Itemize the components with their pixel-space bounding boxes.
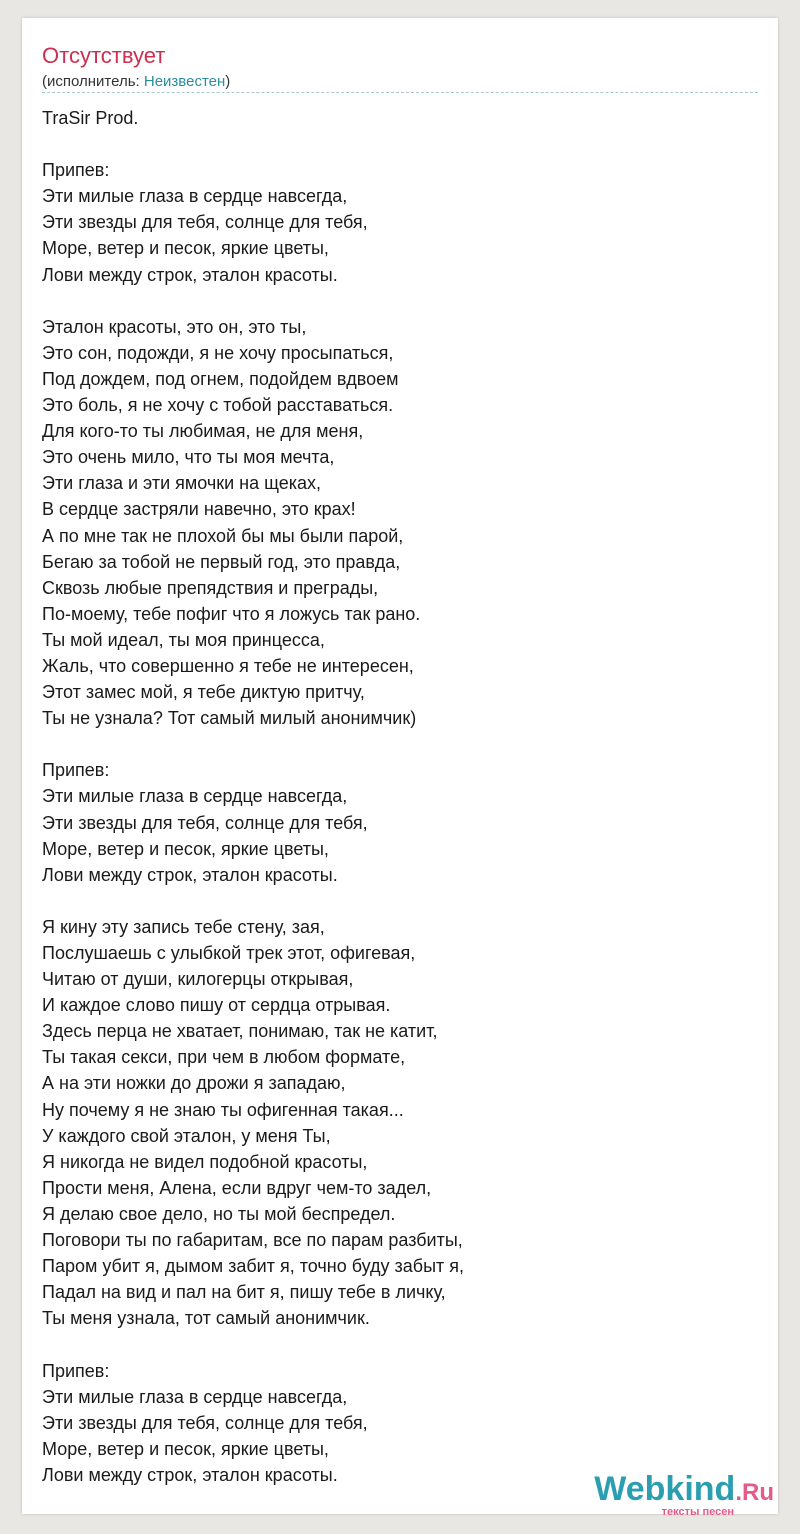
lyric-line: У каждого свой эталон, у меня Ты,: [42, 1125, 331, 1146]
lyric-line: Это боль, я не хочу с тобой расставаться.: [42, 395, 394, 416]
logo-wordmark: [594, 1470, 774, 1509]
lyrics-card: [22, 18, 778, 1518]
logo-tld: .Ru: [735, 1479, 774, 1506]
lyric-line: Лови между строк, эталон красоты.: [42, 1464, 338, 1485]
lyric-line: Припев:: [42, 160, 110, 181]
lyric-line: Ты такая секси, при чем в любом формате,: [42, 1047, 406, 1068]
lyric-line: Эти звезды для тебя, солнце для тебя,: [42, 812, 368, 833]
lyric-line: Лови между строк, эталон красоты.: [42, 264, 338, 285]
site-logo[interactable]: [582, 1466, 782, 1518]
artist-suffix: ): [225, 73, 231, 90]
lyric-line: Ты меня узнала, тот самый анонимчик.: [42, 1308, 370, 1329]
lyric-line: Здесь перца не хватает, понимаю, так не катит,: [42, 1021, 438, 1042]
song-title: Отсутствует: [42, 43, 166, 68]
lyric-line: Я делаю свое дело, но ты мой беспредел.: [42, 1203, 396, 1224]
lyric-line: Я никогда не видел подобной красоты,: [42, 1151, 368, 1172]
logo-name: Webkind: [594, 1470, 736, 1508]
lyric-line: Читаю от души, килогерцы открывая,: [42, 969, 354, 990]
lyric-line: Под дождем, под огнем, подойдем вдвоем: [42, 368, 399, 389]
lyric-line: А по мне так не плохой бы мы были парой,: [42, 525, 404, 546]
lyric-line: Эти милые глаза в сердце навсегда,: [42, 1386, 348, 1407]
lyric-line: Море, ветер и песок, яркие цветы,: [42, 238, 329, 259]
lyric-line: Ты мой идеал, ты моя принцесса,: [42, 629, 325, 650]
lyric-line: Припев:: [42, 760, 110, 781]
lyric-line: А на эти ножки до дрожи я западаю,: [42, 1073, 346, 1094]
lyric-line: По-моему, тебе пофиг что я ложусь так рано.: [42, 603, 421, 624]
lyric-line: В сердце застряли навечно, это крах!: [42, 499, 356, 520]
logo-tagline: тексты песен: [661, 1506, 734, 1518]
lyric-line: Море, ветер и песок, яркие цветы,: [42, 1438, 329, 1459]
lyric-line: Эти звезды для тебя, солнце для тебя,: [42, 212, 368, 233]
lyric-line: Это сон, подожди, я не хочу просыпаться,: [42, 342, 394, 363]
lyric-line: [42, 288, 464, 314]
lyric-line: Эти звезды для тебя, солнце для тебя,: [42, 1412, 368, 1433]
lyric-line: Падал на вид и пал на бит я, пишу тебе в личку,: [42, 1282, 446, 1303]
lyric-line: Это очень мило, что ты моя мечта,: [42, 447, 335, 468]
artist-prefix: (исполнитель:: [42, 73, 144, 90]
lyric-line: Сквозь любые препядствия и преграды,: [42, 577, 379, 598]
lyric-line: Поговори ты по габаритам, все по парам разбиты,: [42, 1230, 463, 1251]
lyric-line: Паром убит я, дымом забит я, точно буду забыт я,: [42, 1256, 465, 1277]
lyric-line: Этот замес мой, я тебе диктую притчу,: [42, 682, 365, 703]
lyric-line: Послушаешь с улыбкой трек этот, офигевая,: [42, 943, 416, 963]
artist-link[interactable]: Неизвестен: [143, 73, 226, 90]
lyric-line: Бегаю за тобой не первый год, это правда,: [42, 551, 401, 572]
lyric-line: [42, 1331, 464, 1357]
lyric-line: [42, 731, 464, 757]
lyric-line: Припев:: [42, 1360, 110, 1381]
lyrics-text: [42, 105, 464, 1488]
lyric-line: Море, ветер и песок, яркие цветы,: [42, 838, 329, 859]
lyric-line: Жаль, что совершенно я тебе не интересен,: [42, 655, 414, 676]
lyric-line: Для кого-то ты любимая, не для меня,: [42, 421, 364, 442]
lyric-line: Прости меня, Алена, если вдруг чем-то задел,: [42, 1177, 432, 1198]
lyric-line: [42, 888, 464, 914]
lyric-line: И каждое слово пишу от сердца отрывая.: [42, 995, 391, 1016]
lyric-line: Эти милые глаза в сердце навсегда,: [42, 786, 348, 807]
lyric-line: Ты не узнала? Тот самый милый анонимчик): [42, 708, 417, 729]
lyric-line: Лови между строк, эталон красоты.: [42, 864, 338, 885]
lyric-line: Эталон красоты, это он, это ты,: [42, 316, 307, 337]
lyric-line: Эти глаза и эти ямочки на щеках,: [42, 473, 322, 494]
lyric-line: Я кину эту запись тебе стену, зая,: [42, 916, 325, 937]
lyric-line: [42, 131, 464, 157]
lyric-line: Ну почему я не знаю ты офигенная такая...: [42, 1099, 404, 1120]
artist-line: [42, 73, 230, 91]
title-divider: [42, 92, 758, 93]
lyric-line: TraSir Prod.: [42, 108, 139, 128]
lyric-line: Эти милые глаза в сердце навсегда,: [42, 186, 348, 207]
